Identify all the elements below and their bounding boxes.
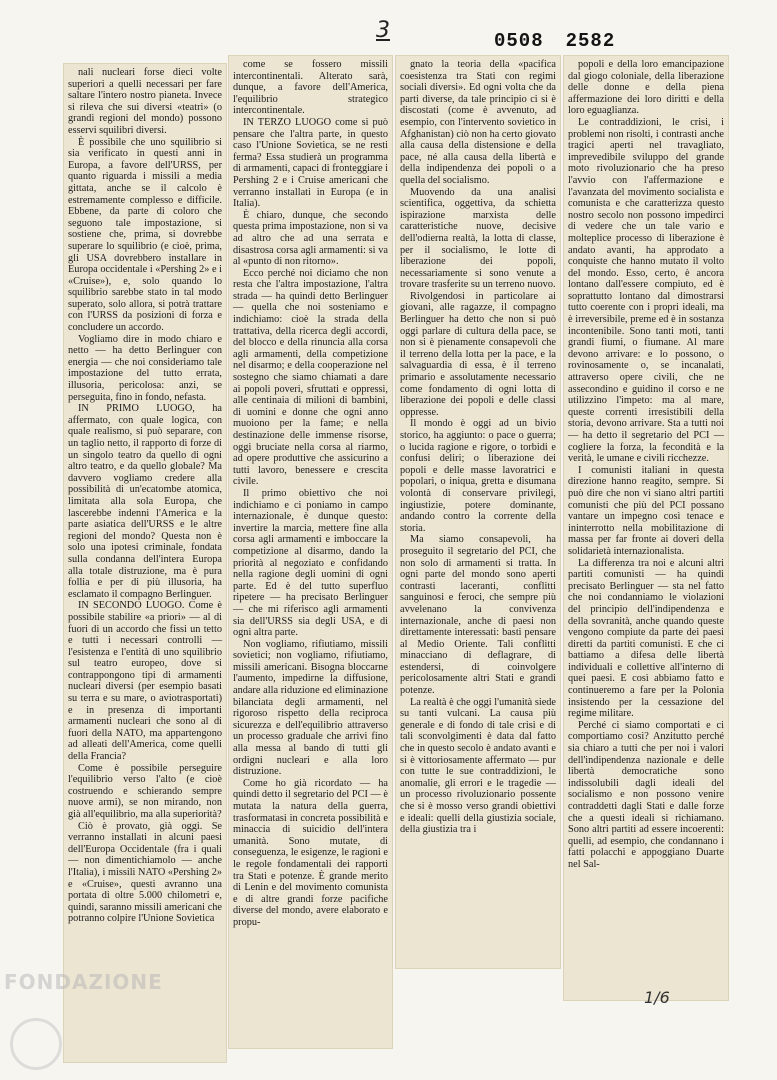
paragraph: IN PRIMO LUOGO, ha affermato, con quale logica, con quale realismo, si può separare, con un taglio netto, il rapporto di forze di un singolo teatro da quello di ogni altro teatro, e da quello globale? Ma davvero vogliamo credere alla possibilità di un'ecatombe atomica, limitata alla sola Europa, che lascerebbe indenni l'America e la parte asiatica dell'URSS e le altre regioni del mondo? Questa non è solo una ipotesi criminale, fondata sulla condanna dell'intera Europa alla totale distruzione, ma è pura follia e per di più illusoria, ha esclamato il compagno Berlinguer. — [68, 403, 222, 600]
paragraph: come se fossero missili intercontinentali. Alterato sarà, dunque, a favore dell'America, l'equilibrio strategico intercontinentale. — [233, 59, 388, 117]
paragraph: Ciò è provato, già oggi. Se verranno installati in alcuni paesi dell'Europa Occidentale (fra i quali — non dimentichiamolo — anche l'Italia), i missili NATO «Pershing 2» e «Cruise», questi avranno una portata di oltre 5.000 chilometri e, quindi, saranno missili americani che potranno colpire l'Unione Sovietica — [68, 820, 222, 925]
paragraph: nali nucleari forse dieci volte superiori a quelli necessari per fare saltare l'intero nostro pianeta. Invece si rileva che sui diversi «teatri» (o grandi regioni del mondo) possono esservi squilibri diversi. — [68, 67, 222, 136]
paragraph: La differenza tra noi e alcuni altri partiti comunisti — ha quindi precisato Berlinguer — sta nel fatto che noi condanniamo le violazioni del principio dell'indipendenza e della sovranità, anche quando queste vengono compiute da parte dei paesi diretti da partiti comunisti. E che ci battiamo a difesa delle libertà individuali e collettive all'interno di quei paesi. E così abbiamo fatto e continueremo a fare per la Polonia insistendo per la cessazione del regime militare. — [568, 557, 724, 720]
clipping-column-2 — [229, 56, 392, 1048]
paragraph: Le contraddizioni, le crisi, i problemi non risolti, i contrasti anche tragici aperti nel travagliato, imprevedibile sviluppo del grande moto rivoluzionario che ha preso l'avvio con l'affermazione e l'avanzata del movimento socialista e comunista e che caratterizza questo nostro secolo non possono impedirci di vedere che un tale vario e molteplice processo di liberazione è andato avanti, ha approdato a conquiste che hanno mutato il volto del mondo. Esso, certo, è ancora lontano dall'essere compiuto, ed è soprattutto lontano dal dimostrarsi tutto coerente con i propri ideali, ma è irreversibile, preme ed è in sostanza incontenibile. Sono tanti moti, tanti grandi fiumi, o fiumane. Al mare devono arrivare: e lo possono, o rovinosamente o, se incanalati, attraverso opere civili, che ne assecondino e guidino il corso e ne utilizzino l'impeto: ma al mare, queste correnti irresistibili della storia, devono arrivare. Sta a tutti noi — ha detto il segretario del PCI — cogliere la forza, la fecondità e la verità, le umane e civili ricchezze. — [568, 116, 724, 465]
paragraph: Il primo obiettivo che noi indichiamo e ci poniamo in campo internazionale, è dunque questo: invertire la marcia, mettere fine alla corsa agli armamenti e imboccare la competizione al disarmo, dando la priorità al negoziato e confidando nella ragione degli uomini di ogni parte. Ed è del tutto superfluo ripetere — ha precisato Berlinguer — che mi riferisco agli armamenti sia dell'URSS sia degli USA, e di ogni altra parte. — [233, 487, 388, 639]
paragraph: La realtà è che oggi l'umanità siede su tanti vulcani. La causa più generale e di fondo di tale crisi e di tali sconvolgimenti è data dal fatto che in questo secolo è andato avanti e si è vittoriosamente affermato — pur con tutte le sue contraddizioni, le anomalie, gli errori e le tragedie — un processo rivoluzionario possente che si è mosso verso grandi obiettivi e ideali: quelli della giustizia sociale, della giustizia tra i — [400, 696, 556, 836]
paragraph: Come è possibile perseguire l'equilibrio verso l'alto (e cioè costruendo e schierando sempre nuove armi), se non mirando, non già all'equilibrio, ma alla superiorità? — [68, 762, 222, 820]
clipping-column-3 — [396, 56, 560, 968]
paragraph: È possibile che uno squilibrio si sia verificato in questi anni in Europa, a favore dell'URSS, per quanto riguarda i missili a media gittata, anche se il calcolo è estremamente complesso e difficile. Ebbene, da parte di coloro che seguono tale impostazione, si sostiene che, prima, si dovrebbe superare lo squilibrio (e cioè, prima, gli USA dovrebbero installare in Europa occidentale i «Pershing 2» e i «Cruise»), e, solo quando lo squilibrio sarebbe stato in tal modo superato, solo allora, si potrà trattare con l'URSS da posizioni di forza e concludere un accordo. — [68, 136, 222, 334]
watermark-logo-icon — [10, 1018, 62, 1070]
archive-code-a: 0508 — [494, 30, 544, 52]
paragraph: I comunisti italiani in questa direzione hanno reagito, sempre. Si può dire che non vi siano altri partiti comunisti che più del PCI possano vantare un impegno così tenace e ininterrotto nella mobilitazione di massa per far fronte ai doveri della solidarietà internazionalista. — [568, 464, 724, 557]
paragraph: IN TERZO LUOGO come si può pensare che l'altra parte, in questo caso l'Unione Sovietica, se ne resti ferma? Essa studierà un programma di armamenti, capaci di fronteggiare i Pershing 2 e i Cruise americani che verranno installati in Europa (e in Italia). — [233, 116, 388, 210]
paragraph: È chiaro, dunque, che secondo questa prima impostazione, non si va ad altro che ad una serrata e disastrosa corsa agli armamenti: si va al «punto di non ritorno». — [233, 209, 388, 268]
handwritten-page-number: 3 — [376, 18, 390, 43]
clipping-column-1 — [64, 64, 226, 1062]
paragraph: Rivolgendosi in particolare ai giovani, alle ragazze, il compagno Berlinguer ha detto che non si può oggi parlare di cultura della pace, se non si è pienamente consapevoli che il terreno della lotta per la pace, e la salvaguardia di essa, è il terreno primario e assolutamente necessario come fondamento di ogni lotta di liberazione dei popoli e delle classi oppresse. — [400, 290, 556, 418]
archive-code-b: 2582 — [565, 30, 616, 52]
archive-stamp — [494, 30, 615, 52]
paragraph: Muovendo da una analisi scientifica, oggettiva, da schietta ispirazione marxista delle caratteristiche nuove, decisive dell'odierna realtà, la lotta di classe, per il socialismo, le lotte di liberazione dei popoli, necessariamente si sono venute a trovare trasferite su un terreno nuovo. — [400, 186, 556, 291]
paragraph: Vogliamo dire in modo chiaro e netto — ha detto Berlinguer con energia — che noi consideriamo tale impostazione del tutto errata, illusoria, pericolosa: anzi, se perseguita, fino in fondo, nefasta. — [68, 333, 222, 403]
paragraph: gnato la teoria della «pacifica coesistenza tra Stati con regimi sociali diversi». Ed ogni volta che da parti diverse, da tale principio ci si è discostati (come è avvenuto, ad esempio, con l'intervento sovietico in Afghanistan) ciò non ha certo giovato alla causa della distensione e della pace, né alla causa della libertà e della indipendenza dei popoli o a quella del socialismo. — [400, 59, 556, 186]
paragraph: Come ho già ricordato — ha quindi detto il segretario del PCI — è mutata la natura della guerra, trasformatasi in concreta possibilità e minaccia di suicidio dell'intera umanità. Sono mutate, di conseguenza, le esigenze, le ragioni e le regole fondamentali dei rapporti tra Stati e potenze. È grande merito di Lenin e del movimento comunista e di altre grandi forze pacifiche diverse del mondo, avere elaborato e propu- — [233, 777, 388, 928]
paragraph: Ecco perché noi diciamo che non resta che l'altra impostazione, l'altra strada — ha quindi detto Berlinguer — quella che noi sosteniamo e indichiamo: cioè la strada della trattativa, della ricerca degli accordi, del blocco e della rinuncia alla corsa agli armamenti, della competizione nel disarmo; e della cooperazione nel sostegno che siamo chiamati a dare ai popoli poveri, sfruttati e oppressi, alle centinaia di milioni di bambini, di uomini e donne che ogni anno muoiono per la fame; e nella destinazione delle immense risorse, oggi bruciate nella corsa al riarmo, ad opere produttive che assicurino a tutti lavoro, benessere e crescita civile. — [233, 267, 388, 488]
paragraph: Perché ci siamo comportati e ci comportiamo così? Anzitutto perché sia chiaro a tutti che per noi i valori dell'indipendenza nazionale e delle libertà democratiche sono indissolubili dagli ideali del socialismo e non possono venire contraddetti dagli Stati e dalle forze che a questi ideali si richiamano. Sono altri partiti ad essere incoerenti: quelli, ad esempio, che condannano i fatti polacchi e appoggiano Duarte nel Sal- — [568, 719, 724, 870]
paragraph: Il mondo è oggi ad un bivio storico, ha aggiunto: o pace o guerra; o lucida ragione e rigore, o torbidi e confusi deliri; o liberazione dei popoli e delle masse lavoratrici e popolari, o iniqua, gretta e disumana volontà di conservare privilegi, ingiustizie, potere dominante, andando contro la corrente della storia. — [400, 418, 556, 534]
paragraph: IN SECONDO LUOGO. Come è possibile stabilire «a priori» — al di fuori di un accordo che fissi un tetto e tutti i necessari controlli — l'esistenza e l'entità di uno squilibrio sul teatro europeo, dove si contrappongono tipi di armamenti nucleari diversi (per esempio basati su terra e su mare, o aviotrasportati) e in presenza di importanti armamenti nucleari che sono al di fuori della NATO, ma appartengono ad alleati dell'America, come quelli della Francia? — [68, 600, 222, 763]
paragraph: popoli e della loro emancipazione dal giogo coloniale, della liberazione delle donne e della piena affermazione dei loro diritti e della loro eguaglianza. — [568, 59, 724, 117]
archive-watermark: FONDAZIONE — [4, 970, 163, 994]
clipping-column-4 — [564, 56, 728, 1000]
handwritten-folio: 1/6 — [644, 988, 670, 1007]
paragraph: Ma siamo consapevoli, ha proseguito il segretario del PCI, che non solo di armamenti si tratta. In ogni parte del mondo sono aperti contrasti laceranti, conflitti sanguinosi e feroci, che sempre più avvelenano la convivenza internazionale, anche di paesi non direttamente interessati: basti pensare al Medio Oriente. Tali conflitti minacciano di deflagrare, di estendersi, di coinvolgere pericolosamente altri Stati e grandi potenze. — [400, 534, 556, 697]
paragraph: Non vogliamo, rifiutiamo, missili sovietici; non vogliamo, rifiutiamo, missili americani. Bisogna bloccarne l'aumento, impedirne la diffusione, andare alla riduzione ed eliminazione bilanciata degli armamenti, nel rigoroso rispetto della reciproca sicurezza e dell'equilibrio attraverso un processo graduale che arrivi fino alla messa al bando di tutti gli ordigni nucleari e alla loro distruzione. — [233, 638, 388, 778]
